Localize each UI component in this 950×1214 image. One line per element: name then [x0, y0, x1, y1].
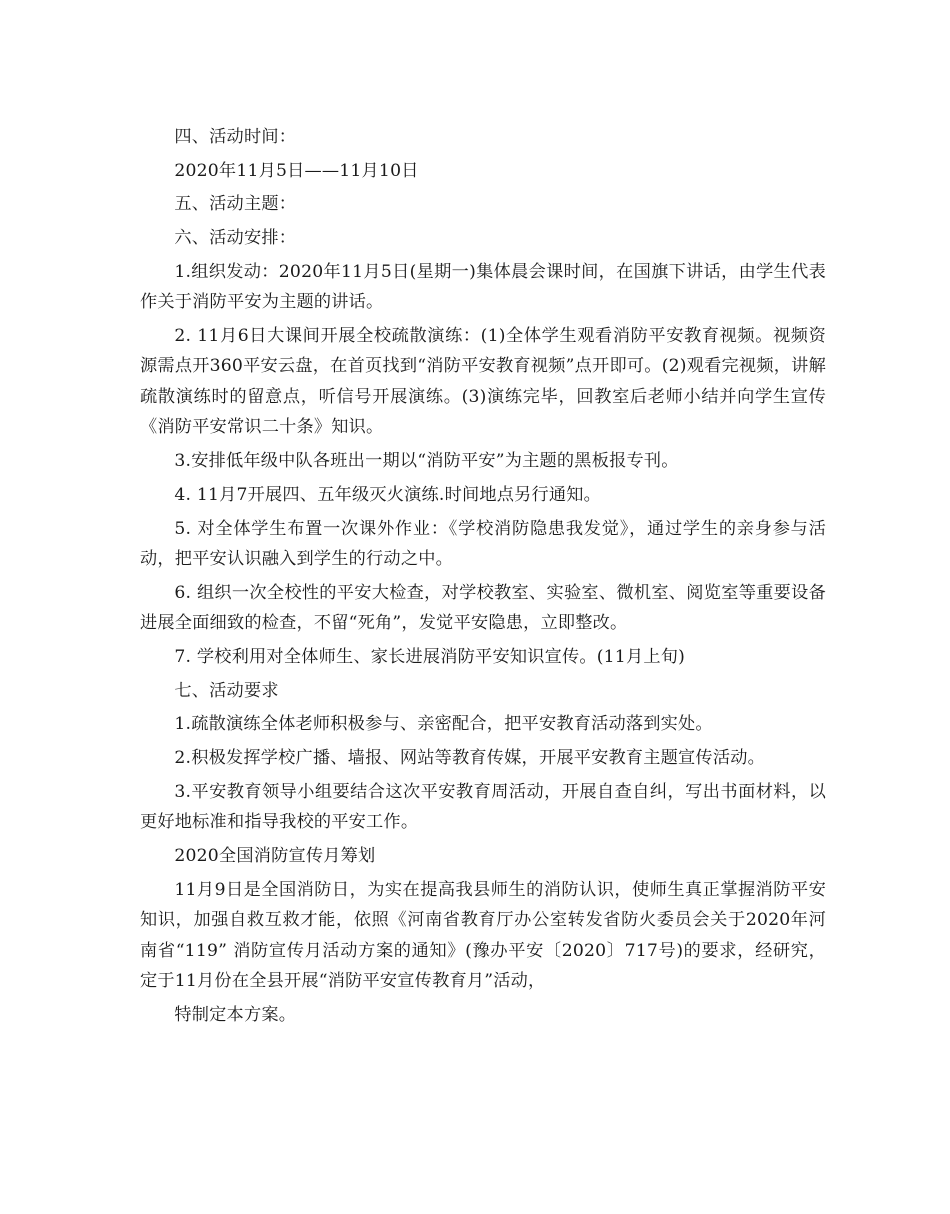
- section-heading-activity-arrangement: 六、活动安排：: [174, 228, 297, 249]
- section-heading-activity-requirements: 七、活动要求: [174, 680, 279, 701]
- arrangement-item-7: 7. 学校利用对全体师生、家长进展消防平安知识宣传。(11月上旬): [174, 646, 686, 667]
- arrangement-item-2: 2. 11月6日大课间开展全校疏散演练：(1)全体学生观看消防平安教育视频。视频资源需点开360平安云盘，在首页找到“消防平安教育视频”点开即可。(2)观看完视频，讲解疏散演练时的留意点，听信号开展演练。(3)演练完毕，回教室后老师小结并向学生宣传《消防平安常识二十条》知识。: [140, 325, 826, 438]
- arrangement-item-3: 3.安排低年级中队各班出一期以“消防平安”为主题的黑板报专刊。: [174, 451, 679, 472]
- requirement-item-3: 3.平安教育领导小组要结合这次平安教育周活动，开展自查自纠，写出书面材料，以更好地标准和指导我校的平安工作。: [140, 781, 826, 833]
- section-heading-activity-theme: 五、活动主题：: [174, 194, 297, 215]
- requirement-item-1: 1.疏散演练全体老师积极参与、亲密配合，把平安教育活动落到实处。: [174, 714, 713, 735]
- plan-title: 2020全国消防宣传月筹划: [174, 845, 376, 866]
- requirement-item-2: 2.积极发挥学校广播、墙报、网站等教育传媒，开展平安教育主题宣传活动。: [174, 747, 765, 768]
- activity-date-range: 2020年11月5日——11月10日: [174, 160, 419, 181]
- document-body: [140, 122, 826, 1033]
- plan-intro-paragraph: 11月9日是全国消防日，为实在提高我县师生的消防认识，使师生真正掌握消防平安知识，加强自救互救才能，依照《河南省教育厅办公室转发省防火委员会关于2020年河南省“119” 消防宣传月活动方案的通知》(豫办平安〔2020〕717号)的要求，经研究，定于11月份在全县开展“消防平安宣传教育月”活动，: [140, 879, 826, 991]
- arrangement-item-1: 1.组织发动：2020年11月5日(星期一)集体晨会课时间，在国旗下讲话，由学生代表作关于消防平安为主题的讲话。: [140, 261, 826, 313]
- arrangement-item-6: 6. 组织一次全校性的平安大检查，对学校教室、实验室、微机室、阅览室等重要设备进展全面细致的检查，不留“死角”，发觉平安隐患，立即整改。: [140, 582, 826, 634]
- plan-closing-line: 特制定本方案。: [174, 1004, 297, 1025]
- arrangement-item-5: 5. 对全体学生布置一次课外作业：《学校消防隐患我发觉》，通过学生的亲身参与活动，把平安认识融入到学生的行动之中。: [140, 518, 826, 569]
- arrangement-item-4: 4. 11月7开展四、五年级灭火演练.时间地点另行通知。: [174, 484, 602, 505]
- section-heading-activity-time: 四、活动时间：: [174, 127, 297, 147]
